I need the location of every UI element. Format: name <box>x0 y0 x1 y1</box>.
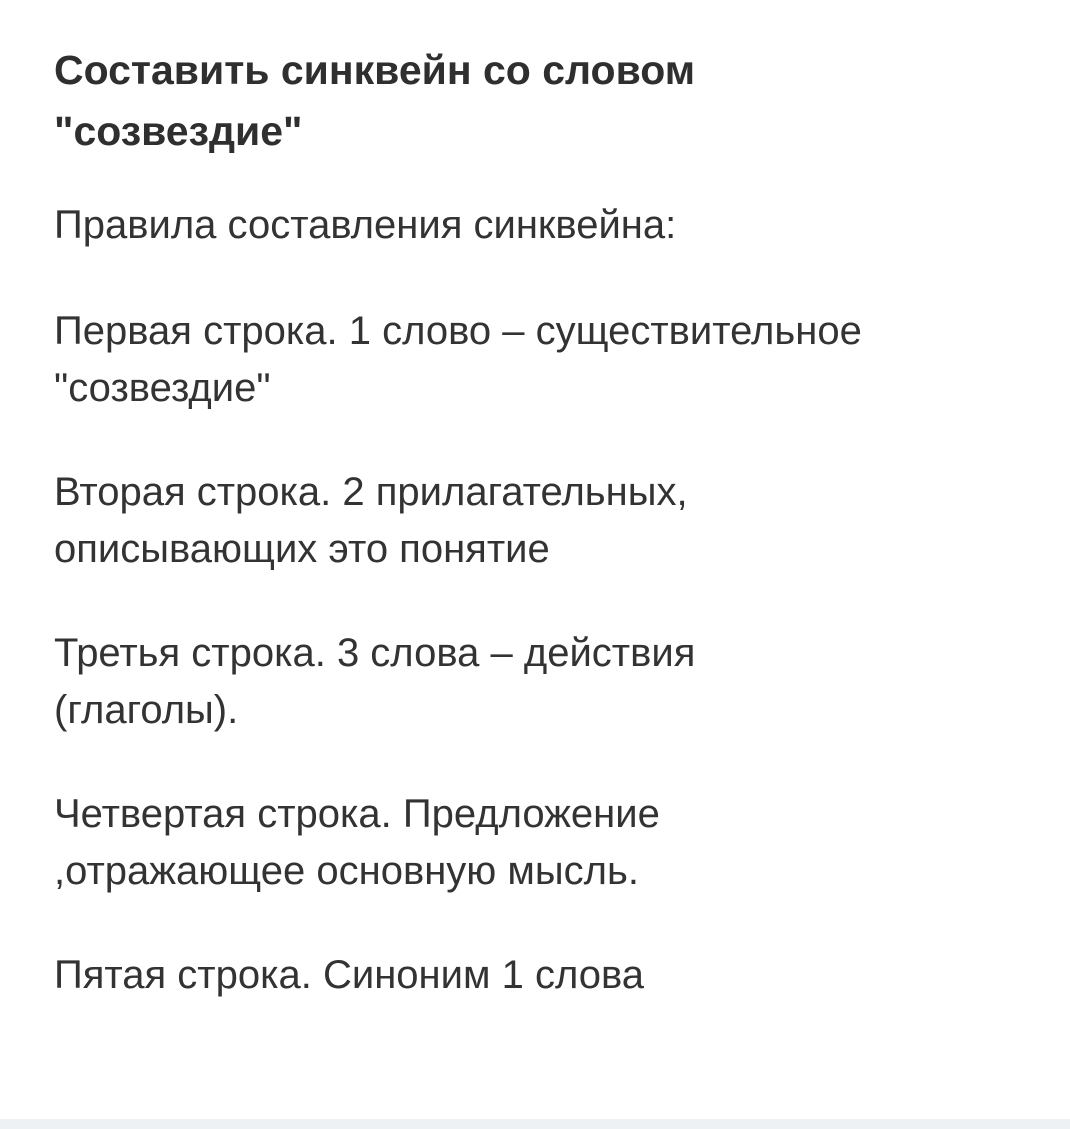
rule-third-line <box>54 625 1044 739</box>
rule-text: Четвертая строка. Предложение <box>54 792 660 836</box>
rule-text: описывающих это понятие <box>54 527 550 571</box>
rule-text: "созвездие" <box>54 366 271 410</box>
rule-second-line <box>54 464 1044 578</box>
rule-first-line <box>54 303 1044 417</box>
rule-fifth-line <box>54 947 1044 1004</box>
rule-text: Пятая строка. Синоним 1 слова <box>54 953 645 997</box>
rule-text: Вторая строка. 2 прилагательных, <box>54 470 688 514</box>
rule-text: Первая строка. 1 слово – существительное <box>54 309 862 353</box>
rules-intro: Правила составления синквейна: <box>54 203 677 247</box>
title-line: "созвездие" <box>54 108 303 154</box>
page-content <box>54 40 1044 1004</box>
title-line: Составить синквейн со словом <box>54 47 696 93</box>
question-title <box>54 40 1044 162</box>
rule-text: Третья строка. 3 слова – действия <box>54 631 696 675</box>
rule-text: (глаголы). <box>54 688 239 732</box>
bottom-divider <box>0 1119 1070 1129</box>
rule-text: ,отражающее основную мысль. <box>54 849 639 893</box>
rule-fourth-line <box>54 786 1044 900</box>
rules-list <box>54 303 1044 1004</box>
